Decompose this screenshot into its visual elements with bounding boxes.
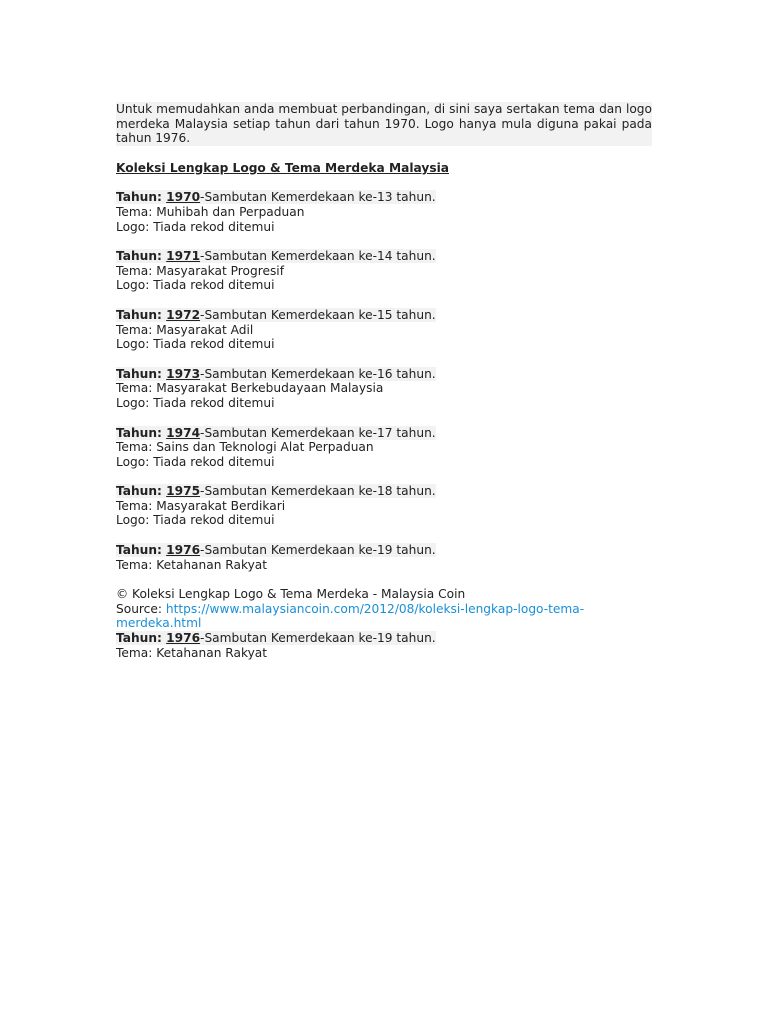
year-entry-1976 bbox=[116, 543, 652, 572]
celebration-text: -Sambutan Kemerdekaan ke-17 tahun. bbox=[200, 425, 436, 440]
year-number: 1976 bbox=[166, 543, 201, 558]
celebration-text: -Sambutan Kemerdekaan ke-15 tahun. bbox=[200, 307, 436, 322]
year-number: 1976 bbox=[166, 631, 201, 646]
document-page bbox=[116, 102, 652, 660]
source-label: Source: bbox=[116, 601, 166, 616]
logo-text: Logo: Tiada rekod ditemui bbox=[116, 278, 275, 293]
logo-text: Logo: Tiada rekod ditemui bbox=[116, 454, 275, 469]
celebration-text: -Sambutan Kemerdekaan ke-13 tahun. bbox=[200, 190, 436, 205]
year-entry-1973 bbox=[116, 367, 652, 411]
copyright-text: Koleksi Lengkap Logo & Tema Merdeka - Malaysia Coin bbox=[128, 587, 466, 602]
theme-text: Tema: Ketahanan Rakyat bbox=[116, 645, 268, 660]
intro-paragraph: Untuk memudahkan anda membuat perbandingan, di sini saya sertakan tema dan logo merdeka Malaysia setiap tahun dari tahun 1970. Logo hanya mula diguna pakai pada tahun 1976. bbox=[116, 102, 652, 146]
logo-text: Logo: Tiada rekod ditemui bbox=[116, 219, 275, 234]
logo-text: Logo: Tiada rekod ditemui bbox=[116, 395, 275, 410]
year-number: 1975 bbox=[166, 484, 201, 499]
theme-text: Tema: Muhibah dan Perpaduan bbox=[116, 204, 305, 219]
year-label: Tahun: 1976 bbox=[116, 543, 201, 558]
celebration-text: -Sambutan Kemerdekaan ke-16 tahun. bbox=[200, 366, 436, 381]
year-label: Tahun: 1974 bbox=[116, 425, 201, 440]
logo-text: Logo: Tiada rekod ditemui bbox=[116, 513, 275, 528]
year-label: Tahun: 1972 bbox=[116, 307, 201, 322]
theme-text: Tema: Masyarakat Berkebudayaan Malaysia bbox=[116, 381, 384, 396]
year-entry-1975 bbox=[116, 484, 652, 528]
year-number: 1973 bbox=[166, 366, 201, 381]
theme-text: Tema: Masyarakat Berdikari bbox=[116, 498, 286, 513]
theme-text: Tema: Masyarakat Adil bbox=[116, 322, 254, 337]
year-number: 1974 bbox=[166, 425, 201, 440]
theme-text: Tema: Sains dan Teknologi Alat Perpaduan bbox=[116, 440, 374, 455]
celebration-text: -Sambutan Kemerdekaan ke-18 tahun. bbox=[200, 484, 436, 499]
year-label: Tahun: 1975 bbox=[116, 484, 201, 499]
copyright-icon: © bbox=[116, 587, 129, 602]
theme-text: Tema: Masyarakat Progresif bbox=[116, 263, 284, 278]
year-label: Tahun: 1973 bbox=[116, 366, 201, 381]
celebration-text: -Sambutan Kemerdekaan ke-19 tahun. bbox=[200, 543, 436, 558]
theme-text: Tema: Ketahanan Rakyat bbox=[116, 557, 268, 572]
year-number: 1970 bbox=[166, 190, 201, 205]
year-entry-1974 bbox=[116, 426, 652, 470]
year-entry-1970 bbox=[116, 190, 652, 234]
year-number: 1972 bbox=[166, 307, 201, 322]
year-label: Tahun: 1971 bbox=[116, 249, 201, 264]
celebration-text: -Sambutan Kemerdekaan ke-14 tahun. bbox=[200, 249, 436, 264]
celebration-text: -Sambutan Kemerdekaan ke-19 tahun. bbox=[200, 631, 436, 646]
source-link[interactable]: https://www.malaysiancoin.com/2012/08/koleksi-lengkap-logo-tema- bbox=[165, 601, 585, 616]
collection-heading: Koleksi Lengkap Logo & Tema Merdeka Malaysia bbox=[116, 160, 449, 175]
year-number: 1971 bbox=[166, 249, 201, 264]
source-credit bbox=[116, 587, 652, 660]
year-entry-1971 bbox=[116, 249, 652, 293]
year-entry-1972 bbox=[116, 308, 652, 352]
year-label: Tahun: 1976 bbox=[116, 631, 201, 646]
year-label: Tahun: 1970 bbox=[116, 190, 201, 205]
source-link-continued[interactable]: merdeka.html bbox=[116, 616, 202, 631]
logo-text: Logo: Tiada rekod ditemui bbox=[116, 337, 275, 352]
